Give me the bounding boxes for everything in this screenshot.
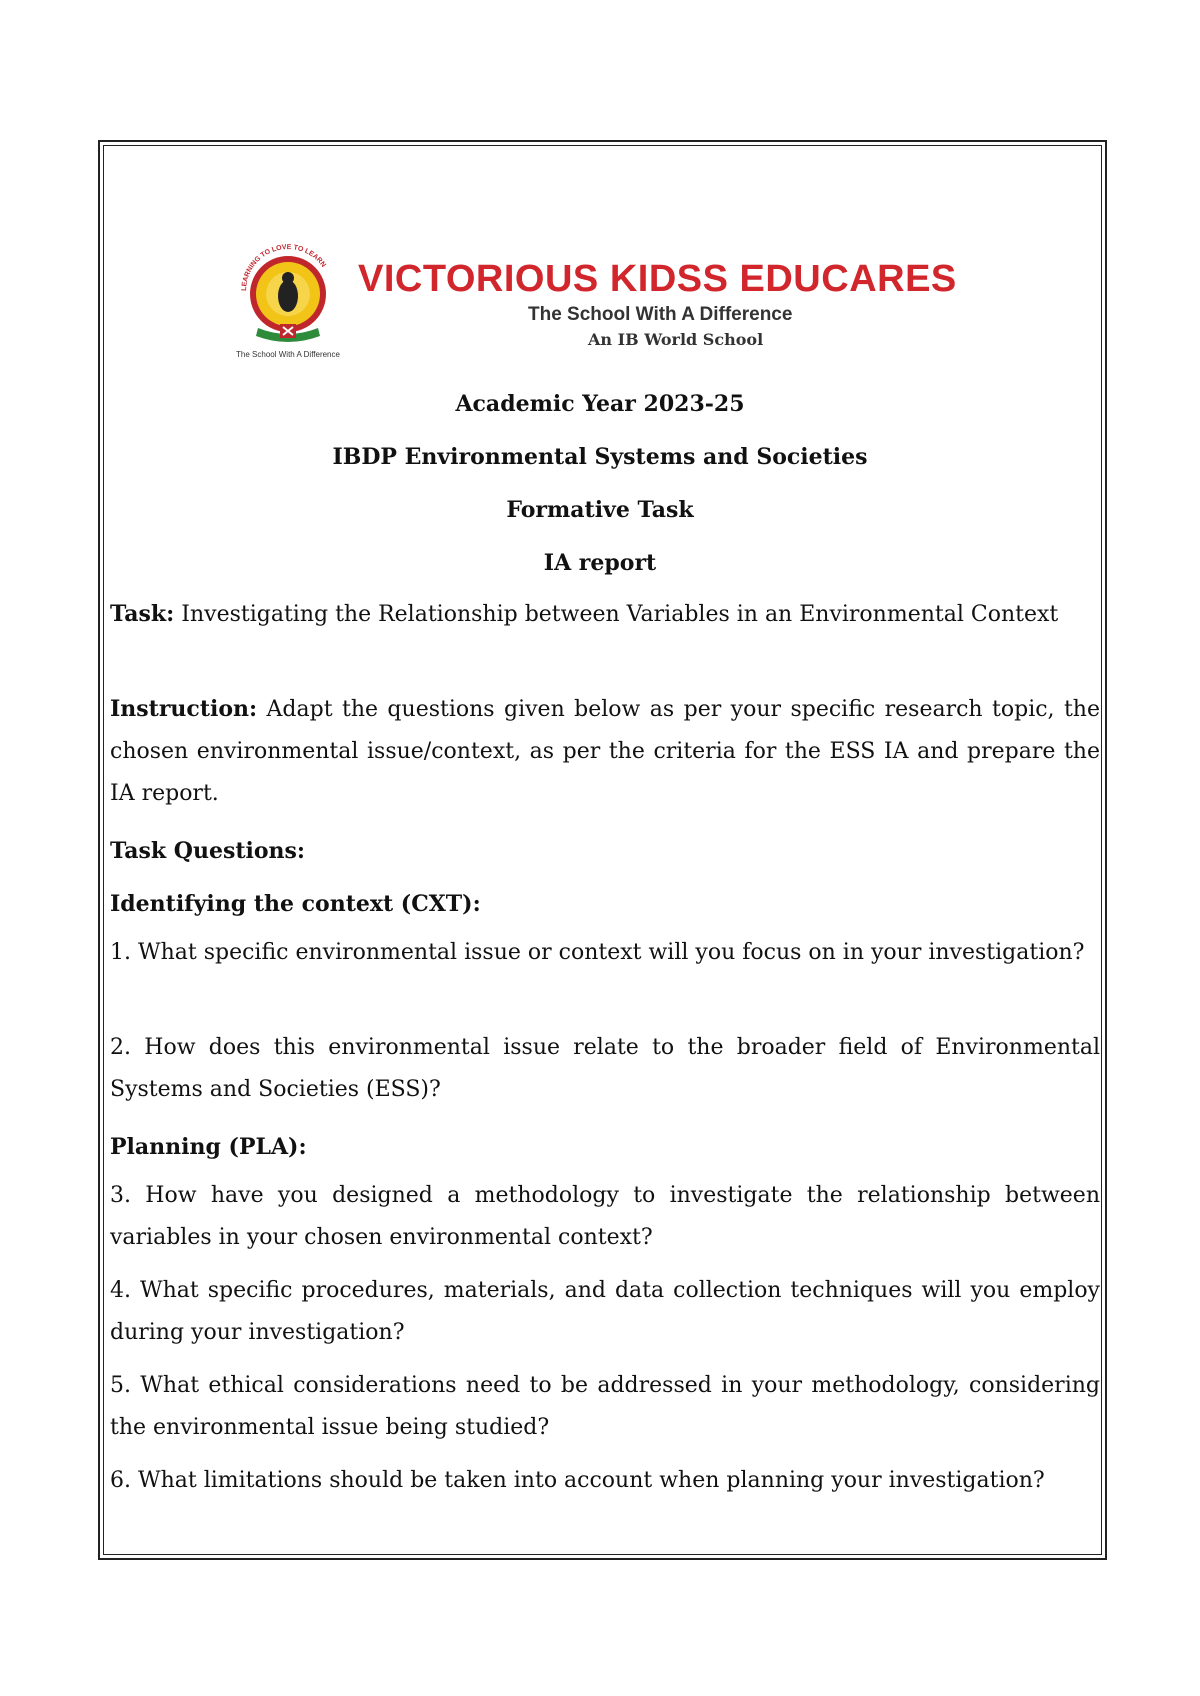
question-2: 2. How does this environmental issue relate to the broader field of Environmental Systems and Societies (ESS)? xyxy=(110,1035,1100,1102)
emblem-caption: The School With A Difference xyxy=(236,350,340,359)
school-subtitle: An IB World School xyxy=(588,330,764,349)
report-title: IA report xyxy=(543,550,657,576)
question-5: 5. What ethical considerations need to be addressed in your methodology, considering the environmental issue being studied? xyxy=(110,1373,1100,1440)
instruction-paragraph xyxy=(110,688,1100,815)
school-tagline: The School With A Difference xyxy=(528,304,793,325)
question-4: 4. What specific procedures, materials, and data collection techniques will you employ during your investigation? xyxy=(110,1278,1100,1345)
task-questions-heading: Task Questions: xyxy=(110,838,306,864)
school-header xyxy=(228,236,1028,376)
planning-heading: Planning (PLA): xyxy=(110,1134,307,1160)
school-emblem-icon xyxy=(228,236,348,366)
course-title: IBDP Environmental Systems and Societies xyxy=(332,444,868,470)
question-3: 3. How have you designed a methodology to investigate the relationship between variables in your chosen environmental context? xyxy=(110,1183,1100,1250)
academic-year: Academic Year 2023-25 xyxy=(455,391,745,417)
question-6: 6. What limitations should be taken into account when planning your investigation? xyxy=(110,1468,1045,1493)
task-paragraph xyxy=(110,593,1100,636)
task-text: Investigating the Relationship between Variables in an Environmental Context xyxy=(174,602,1059,627)
context-heading: Identifying the context (CXT): xyxy=(110,891,481,917)
task-label: Task: xyxy=(110,601,175,627)
instruction-label: Instruction: xyxy=(110,696,258,722)
school-name: VICTORIOUS KIDSS EDUCARES xyxy=(358,258,957,300)
instruction-text: Adapt the questions given below as per your specific research topic, the chosen environmental issue/context, as per the criteria for the ESS IA and prepare the IA report. xyxy=(110,697,1100,806)
task-type: Formative Task xyxy=(506,497,694,523)
question-1: 1. What specific environmental issue or context will you focus on in your investigation? xyxy=(110,940,1085,965)
emblem-ring-text: LEARNING TO LOVE TO LEARN xyxy=(240,243,327,292)
